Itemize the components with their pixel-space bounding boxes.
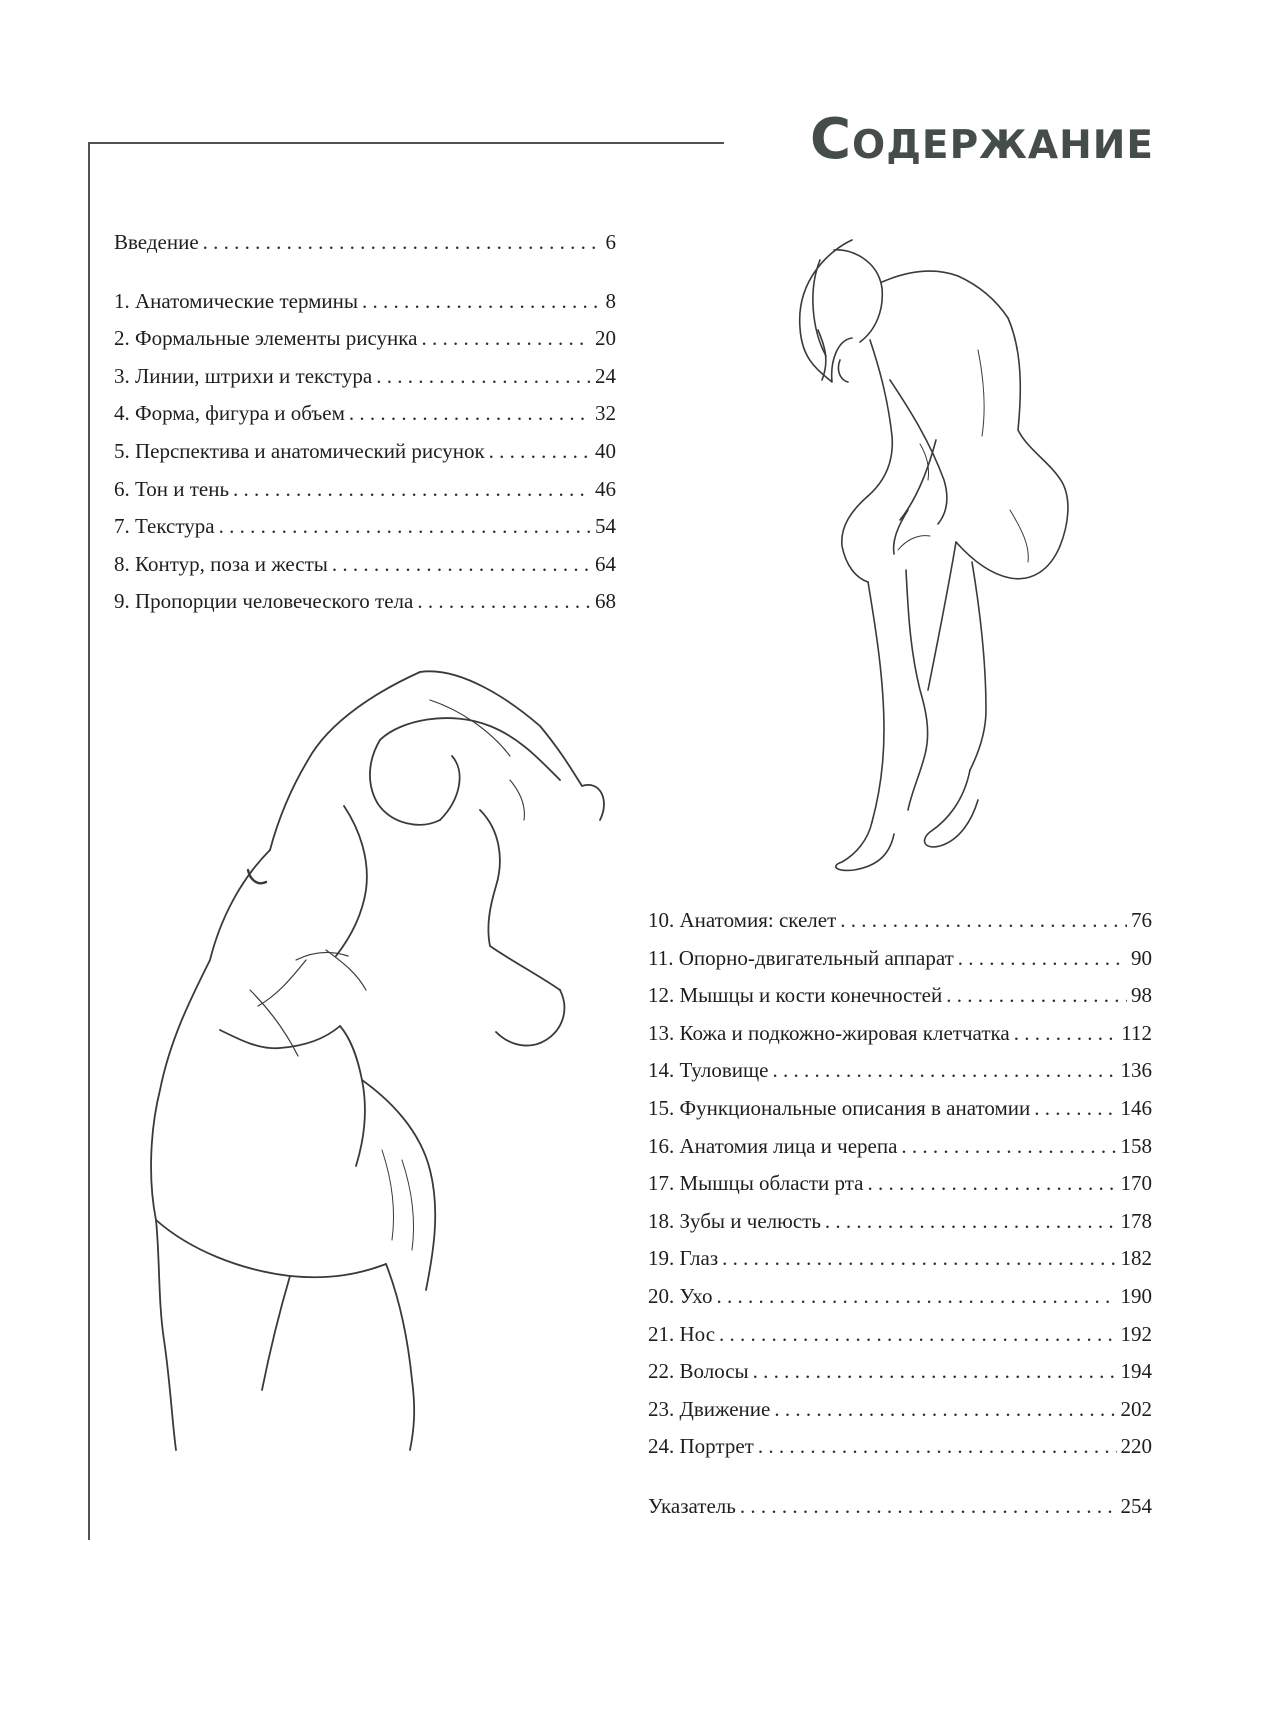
toc-dot-leader bbox=[719, 1316, 1116, 1354]
toc-entry[interactable] bbox=[114, 433, 616, 471]
toc-entry-page: 182 bbox=[1120, 1246, 1152, 1271]
toc-dot-leader bbox=[825, 1203, 1117, 1241]
toc-entry-title: 2. Формальные элементы рисунка bbox=[114, 326, 418, 351]
toc-entry-title: 20. Ухо bbox=[648, 1283, 713, 1308]
toc-entry[interactable] bbox=[648, 977, 1152, 1015]
toc-entry[interactable] bbox=[114, 546, 616, 584]
toc-dot-leader bbox=[716, 1278, 1116, 1316]
toc-dot-leader bbox=[840, 902, 1127, 940]
toc-entry[interactable] bbox=[648, 940, 1152, 978]
toc-entry-title: 21. Нос bbox=[648, 1321, 716, 1346]
toc-entry[interactable] bbox=[648, 1203, 1152, 1241]
toc-entry-page: 40 bbox=[595, 438, 616, 463]
toc-entry[interactable] bbox=[648, 1090, 1152, 1128]
toc-entry-title: 17. Мышцы области рта bbox=[648, 1171, 864, 1196]
toc-entry[interactable] bbox=[648, 1165, 1152, 1203]
toc-dot-leader bbox=[867, 1165, 1116, 1203]
toc-dot-leader bbox=[376, 358, 591, 396]
toc-entry[interactable] bbox=[648, 1015, 1152, 1053]
toc-dot-leader bbox=[1014, 1015, 1118, 1053]
toc-dot-leader bbox=[332, 546, 591, 584]
toc-entry[interactable] bbox=[114, 320, 616, 358]
toc-entry-page: 254 bbox=[1120, 1493, 1152, 1518]
toc-entry-page: 112 bbox=[1121, 1020, 1152, 1045]
toc-entry-title: 6. Тон и тень bbox=[114, 476, 230, 501]
toc-entry[interactable] bbox=[114, 471, 616, 509]
toc-entry-title: 22. Волосы bbox=[648, 1359, 749, 1384]
toc-entry-page: 202 bbox=[1120, 1396, 1152, 1421]
toc-entry[interactable] bbox=[648, 1240, 1152, 1278]
toc-entry-page: 178 bbox=[1120, 1208, 1152, 1233]
toc-dot-leader bbox=[946, 977, 1127, 1015]
toc-entry-title: 7. Текстура bbox=[114, 514, 215, 539]
toc-entry-page: 64 bbox=[595, 551, 616, 576]
toc-entry-page: 46 bbox=[595, 476, 616, 501]
toc-list-part2 bbox=[648, 902, 1152, 1526]
toc-entry[interactable] bbox=[114, 358, 616, 396]
page-title: Содержание bbox=[809, 107, 1154, 172]
toc-entry-page: 192 bbox=[1120, 1321, 1152, 1346]
toc-entry[interactable] bbox=[648, 1428, 1152, 1466]
toc-dot-leader bbox=[901, 1128, 1116, 1166]
toc-entry-title: 18. Зубы и челюсть bbox=[648, 1208, 821, 1233]
toc-entry[interactable] bbox=[648, 1488, 1152, 1526]
toc-entry-page: 146 bbox=[1120, 1095, 1152, 1120]
toc-entry[interactable] bbox=[648, 902, 1152, 940]
frame-top-rule bbox=[88, 142, 724, 144]
toc-entry-page: 158 bbox=[1120, 1133, 1152, 1158]
toc-entry[interactable] bbox=[648, 1391, 1152, 1429]
toc-entry-title: 10. Анатомия: скелет bbox=[648, 908, 837, 932]
toc-entry[interactable] bbox=[648, 1052, 1152, 1090]
toc-dot-leader bbox=[772, 1052, 1116, 1090]
toc-dot-leader bbox=[233, 471, 591, 509]
toc-entry[interactable] bbox=[648, 1128, 1152, 1166]
toc-entry-title: 12. Мышцы и кости конечностей bbox=[648, 983, 943, 1008]
toc-entry-title: 1. Анатомические термины bbox=[114, 288, 359, 313]
toc-entry-page: 76 bbox=[1131, 908, 1152, 932]
toc-dot-leader bbox=[774, 1391, 1116, 1429]
toc-entry-title: Введение bbox=[114, 230, 199, 254]
toc-entry[interactable] bbox=[114, 508, 616, 546]
toc-entry[interactable] bbox=[114, 224, 616, 262]
toc-entry-page: 220 bbox=[1120, 1434, 1152, 1459]
toc-dot-leader bbox=[740, 1488, 1117, 1526]
toc-dot-leader bbox=[421, 320, 591, 358]
toc-dot-leader bbox=[758, 1428, 1117, 1466]
toc-entry-page: 20 bbox=[595, 326, 616, 351]
toc-entry-page: 136 bbox=[1120, 1058, 1152, 1083]
toc-entry-page: 194 bbox=[1120, 1359, 1152, 1384]
toc-dot-leader bbox=[1034, 1090, 1116, 1128]
toc-dot-leader bbox=[219, 508, 591, 546]
toc-entry-page: 54 bbox=[595, 514, 616, 539]
toc-entry-title: 5. Перспектива и анатомический рисунок bbox=[114, 438, 485, 463]
toc-entry-page: 90 bbox=[1131, 945, 1152, 970]
toc-dot-leader bbox=[417, 583, 591, 621]
toc-entry-page: 190 bbox=[1120, 1283, 1152, 1308]
toc-entry[interactable] bbox=[648, 1278, 1152, 1316]
toc-entry[interactable] bbox=[114, 283, 616, 321]
toc-dot-leader bbox=[489, 433, 591, 471]
toc-entry-title: 19. Глаз bbox=[648, 1246, 719, 1271]
toc-entry-page: 8 bbox=[605, 288, 616, 313]
toc-entry-title: 15. Функциональные описания в анатомии bbox=[648, 1095, 1031, 1120]
toc-entry-title: 23. Движение bbox=[648, 1396, 771, 1421]
toc-entry-title: 4. Форма, фигура и объем bbox=[114, 401, 345, 426]
toc-entry-page: 6 bbox=[605, 230, 616, 254]
toc-entry[interactable] bbox=[114, 583, 616, 621]
toc-entry-page: 32 bbox=[595, 401, 616, 426]
toc-entry[interactable] bbox=[648, 1353, 1152, 1391]
toc-dot-leader bbox=[958, 940, 1127, 978]
toc-entry-title: 8. Контур, поза и жесты bbox=[114, 551, 328, 576]
toc-entry-page: 24 bbox=[595, 363, 616, 388]
figure-sketch-icon bbox=[760, 210, 1140, 890]
toc-entry[interactable] bbox=[648, 1316, 1152, 1354]
toc-entry-title: Указатель bbox=[648, 1493, 736, 1518]
toc-entry-title: 13. Кожа и подкожно-жировая клетчатка bbox=[648, 1020, 1010, 1045]
frame-left-rule bbox=[88, 142, 90, 1540]
toc-dot-leader bbox=[362, 283, 601, 321]
toc-entry-page: 68 bbox=[595, 589, 616, 614]
figure-sketch-icon bbox=[130, 660, 670, 1500]
toc-list-part1 bbox=[114, 224, 616, 621]
toc-dot-leader bbox=[349, 395, 591, 433]
toc-entry-title: 11. Опорно-двигательный аппарат bbox=[648, 945, 954, 970]
toc-dot-leader bbox=[753, 1353, 1117, 1391]
toc-entry-title: 24. Портрет bbox=[648, 1434, 754, 1459]
toc-dot-leader bbox=[722, 1240, 1116, 1278]
toc-entry-page: 170 bbox=[1120, 1171, 1152, 1196]
toc-entry-title: 14. Туловище bbox=[648, 1058, 769, 1083]
toc-entry-title: 16. Анатомия лица и черепа bbox=[648, 1133, 898, 1158]
toc-entry-title: 9. Пропорции человеческого тела bbox=[114, 589, 414, 614]
toc-dot-leader bbox=[203, 224, 602, 262]
toc-entry-title: 3. Линии, штрихи и текстура bbox=[114, 363, 373, 388]
toc-entry-page: 98 bbox=[1131, 983, 1152, 1008]
toc-entry[interactable] bbox=[114, 395, 616, 433]
